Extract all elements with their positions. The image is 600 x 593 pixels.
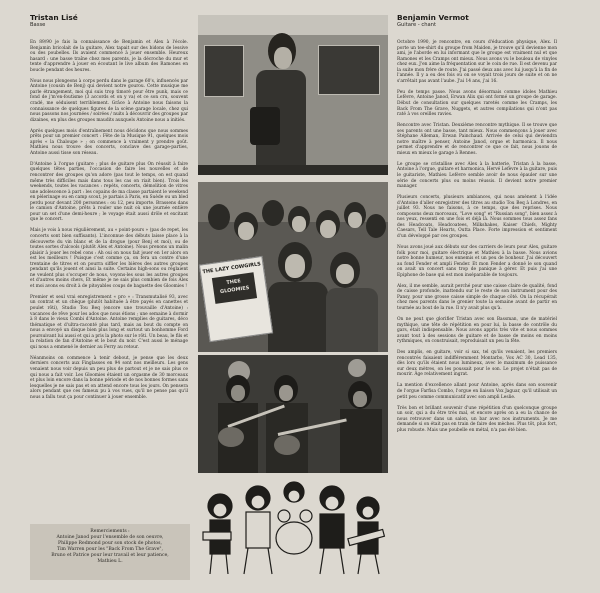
thanks-line: Philippe Redmond pour son stock de photos,: [58, 541, 162, 546]
thanks-line: Tim Warren pour les "Back From The Grave",: [57, 547, 163, 552]
paragraph: Peu de temps passe. Nous avons désormais comme idoles Mathieu Lefèvre, Antoine Janod, Erwan Alix qui ont formé un groupe de garage. Début de consultation sur quelques raretés comme les Cramps, les Back From The Grave, Nuggets, et autres compilations qui n'ont pas raté à vos oreilles ravies.: [397, 89, 557, 118]
gig-poster: [199, 256, 273, 342]
paragraph: Rencontre avec Tristan. Deuxième rencontre mythique. Il se trouve que ses parents ont une basse, tant mieux. Nous commençons à jouer avec Stéphane Alleman, Erwan Painchaud. Arrivée de celui qui deviendra notre maître à penser, Antoine Janod, orgue et harmonica. Il nous permet d'apprendre et de rencontrer ce que ce fait, nous jouons de mieux en mieux le garage à Rennes.: [397, 123, 557, 156]
paragraph: Nous avons joué aux débuts sur des carriers de leurs pour Alex, guitare folk pour moi, guitare électrique et Mathieu à la basse. Nous avions notre bonne humeur, nos ennemis et un peu de bonheur. J'ai découvert au fond Fender et ampli Fender. Et mon Fender a donné le son quand on avait un concert sans trop de panique à gérer. Et puis j'ai une Epiphone de base qui est mon inséparable de toujours.: [397, 245, 557, 278]
thanks-line: Bruno et Patrice pour leur travail et leur patience,: [51, 553, 169, 558]
thanks-line: Mathieu L.: [97, 559, 123, 564]
paragraph: Plusieurs concerts, plusieurs ambiances, qui nous amènent à l'idée d'Antoine d'aller enregistrer des titres au studio Tou Beq à Londres, en juillet 93. Nous ne faisons, à ce temps, que des reprises. Nous composons deux morceaux, "Love song" et "Russian song", bien assez à nos yeux, ressenti en une fois et déjà là. Nous sommes tous assez fans des Headcoats, Headcoatees, Milkshakes, Kaiser Chiefs, Mighty Caesars, Tell Tale Hearts, Outta Place. Forte impression et sentiment d'un développé par ces groupes.: [397, 195, 557, 239]
paragraph: Le groupe se cristallise avec Alex à la batterie, Tristan à la basse, Antoine à l'orgue, guitare et harmonica, Hervé Lefèvre à la guitare, puis le guitariste, Mathieu Lefèvre semble avoir de nous épauler sur une série de concerts plus ou moins réussis. Il devient notre premier manager.: [397, 161, 557, 190]
paragraph: D'Antoine à l'orgue (guitare ; plus de guitare plus On réussit à faire quelques têtes parties, l'occasion de faire les nouvelles et de rencontrer des groupes qu'on adore (pas tout le temps, on est quand même très difficiles mais dans tous les cas on riait bien). Trois les weekends, toutes les vacances : repéts, concerts, démolition de vitres une adolescence à part : les copains de ma classe partaient le weekend en pèlerinage ou en camp scout, je partais à Paris, en Suède ou un bled perdu pour devant 200 personnes : ou 12, peu importe. Brassens dans le camion d'Antoine, prêts à rouler une nuit où une journée entière pour un set d'une demi-heure ; le voyage était aussi drôle et excitant que le concert.: [30, 161, 189, 223]
paragraph: Très bon et brillant souvenir d'une répétition d'un quelconque groupe un soir, qui a du être très mal, et encore après on a eu la chance de nous retrouver dans un salon, un bar avec nos instruments. Je me demande si on était pas en train de faire des mèches. Plus tôt, plus fort, plus robuste. Mais une poubelle en métal, n'a pas été bien.: [397, 405, 557, 433]
right-column: [397, 14, 557, 439]
poster-band: THEE GLOOMIES: [212, 272, 257, 304]
paragraph: Octobre 1990, je rencontre, en cours d'éducation physique, Alex. Il porte un tee-shirt du groupe from Maiden, je trouve qu'il devienne mon ami, je l'aborde en lui informant que le groupe est vraiment nul et que Ramones et les Cramps ont mieux. Nous avons vu le bouleau de vinyles chez eux. J'en aime la fréquentation sur le coin de rue. Il est devenu par la suite mon frère de route. J'ai passé deux ans avec lui jusqu'à la fin de l'année. Il y a eu des fois où on se voyait trois jours de suite et on ne s'arrêtait pas avant l'aube. J'ai 14 ans, j'ai 16.: [397, 40, 557, 84]
thanks-line: Remerciements :: [90, 529, 130, 534]
author-role: Guitare - chant: [397, 22, 436, 28]
left-column: [30, 14, 188, 406]
author-name: Benjamin Vermot: [397, 13, 469, 22]
paragraph: En 89/90 je fais la connaissance de Benjamin et Alex à l'école. Benjamin bricolait de la guitare, Alex tapait sur des bidons de lessive ou des poubelles. Ils avaient commencé à jouer ensemble. Heureux hasard : une basse traîne chez mes parents, je la décroche du mur et tente d'apprendre à jouer en écoutant le live album des Ramones en boucle pendant des heures.: [30, 40, 188, 73]
paragraph: Alex, il me semble, aurait perché pour une caisse claire de qualité, fond de caisse profonde, inattendu sur le reste de son instrument pour des Pansy, pour une grosse caisse simple de chaque côté. On la récupérait chez mes parents dans le grenier toute la semaine avant de partir en tournée au bout de la rue. Il n'y avait plus qu'à.: [397, 283, 557, 311]
thanks-line: Antoine Janod pour l'ensemble de son oeuvre,: [56, 535, 164, 540]
cartoon-illustration: [198, 476, 388, 580]
paragraph: On ne peut que glorifier Tristan avec son Bassman, une de matériel mythique, une tête de répétition en pour lui, la basse de contrôle du gars, était indispensable. Nous avons appris très vite et nous sommes avant tout à des sessions de guitare et de basse de moins en moins rythmiques, on construisait, reproduisait un peu la fête.: [397, 317, 557, 345]
paragraph: Des amplis, en guitare, voir si sax, tel qu'ils venaient, les premiers rencontrés faisaient indifféremment Montarbo, Vox AC 30, Lead 135, dès lors qu'ils étaient nous lumineux, avec le maximum de puissance sur deux mètres, on les poussait pour le son. Le projet n'était pas de mourir. Âge relativement ingrat.: [397, 350, 557, 378]
paragraph: Premier et seul vrai enregistrement « pro » : Transmutalisé 93, avec un contrat et un chèque (plutôt habituée à être payés en canettes et poulet rôti), Studio Tou Beq (encore une trouvaille d'Antoine) : vacances de rêve pour les ados que nous étions ; une semaine à dormir à 8 dans le vieux Combi d'Antoine. Antoine remplies de guitares, déco thématique et d'ultra-raconté plus tard, mais au bout du compte on nous a envoyé un disque bien plus long et surtout un bonhomme Ford poursuivant lui aussi et qui a pris la photo sur le rôti. Un beau, le fils et la relation de fan d'Antoine et le bout du noir. C'est aussi le ménage qui nous a emmené le dernier au Ferry au retour.: [30, 294, 188, 350]
photo-van: [198, 15, 388, 175]
author-name: Tristan Lisé: [30, 13, 78, 22]
paragraph: Après quelques mois d'entraînement nous décidons que nous sommes prêts pour un premier concert : Fête de la Musique 91, quelques mois après « la Chaloupe » ; on commence à vraiment y prendre goût. Mathieu nous trouve des concerts, conclave des garage-parties, Antoine aussi tisse son réseau.: [30, 128, 188, 156]
paragraph: Nous nous plongeons à corps perdu dans le garage 60's, influencés par Antoine (cousin de Benj) qui devient notre gourou. Cette musique me parle étrangement, moi qui suis trop timoré pour être punk, mais ce fond de j'm'en-foutisme (3 accords et on y va) et ce son cru, souvent cradé, me séduisent terriblement. Grâce à Antoine nous faisons la connaissance de quelques figures de la scène garage locale, chez qui nous passons nos journées / soirées / nuits à découvrir des groupes par dizaines, en plus des groupes maudits auxquels Antoine nous a initiés.: [30, 78, 188, 123]
photo-concert: [198, 355, 388, 473]
paragraph: La mention d'excellence allant pour Antoine, après dans son souvenir de l'orgue Farfisa Combo, l'orgue en liaison Vox Jaguar, qu'il utilisait un petit peu comme communicatif avec son ampli Leslie.: [397, 383, 557, 400]
author-role: Basse: [30, 22, 46, 28]
poster-headliner: THE LAZY COWGIRLS: [202, 261, 262, 276]
paragraph: Mais je vois à nous régulièrement, au « point-pours » (pas de repet, les concerts sont bien suffisants). L'inconnue des débuts laisse place à la découverte du vin blanc et de la drogue (pour Benj et moi), ou de toutes sortes d'alcools (plutôt Alex et Antoine). Nous prenons un malin plaisir à jouer les rebel cons : Ah oui on nous fait jouer en 1er alors on est les meilleurs ! Puisque c'est comme ça, on fera un contre d'une trentaine de titres et on pourra siffler les bières des autres groupes pendant qu'ils jouent et ainsi la suite. Certains high-sons ou réglaient ne veulent plus s'occuper de nous, voyons-les sous les autres groupes et d'autres moins chers, Et même je ne sais plus combien de fois Alex et moi avons eu droit à de pitoyables coups de baguette des Gloomies !: [30, 228, 188, 289]
acknowledgements-box: [30, 524, 190, 580]
photo-group: [198, 182, 388, 352]
paragraph: Néanmoins on commence à tenir debout, je pense que les deux derniers concerts aux Finglasses en 94 sont nos meilleurs. Les gens venaient nous voir depuis un peu plus de partout et je ne sais plus ce qui nous a fait voir. Les Gloomies étaient un orgasme de 30 morceaux et plus loin encore dans la bonne période et de nos bonnes formes sans lesquelles je ne sais pas et on attend encore tous les jours. On pensera alors pendant que ces fameux pu à vos vues, qu'il ne pense pas qu'il nous a fallu tout ça pour continuer à jouer ensemble.: [30, 355, 188, 400]
